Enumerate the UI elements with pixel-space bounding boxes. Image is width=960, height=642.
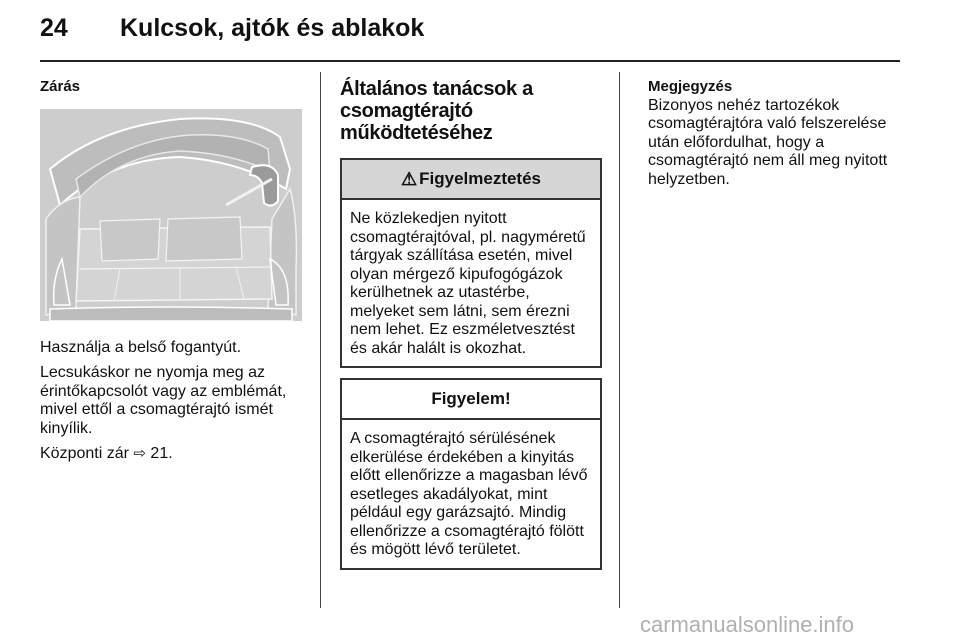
warning-header bbox=[342, 160, 600, 200]
column-divider-2 bbox=[619, 72, 620, 608]
column-left bbox=[40, 78, 302, 471]
caution-heading: Figyelem! bbox=[431, 388, 511, 408]
arrow-right-icon: ⇨ bbox=[133, 445, 146, 462]
caution-text: A csomagtérajtó sérülésének elkerülése érdekében a kinyitás előtt ellenőrizze a magasban lévő esetleges akadályokat, mint például egy garázsajtó. Mindig ellenőrizze a csomagtérajtó fölött és mögött lévő területet. bbox=[350, 430, 588, 558]
chapter-title: Kulcsok, ajtók és ablakok bbox=[120, 14, 425, 42]
column-right bbox=[648, 78, 908, 189]
note-text: Bizonyos nehéz tartozékok csomagtérajtóra való felszerelése után előfordulhat, hogy a csomagtérajtó nem áll meg nyitott helyzetben. bbox=[648, 96, 888, 188]
section-heading bbox=[340, 78, 602, 144]
warning-icon: ⚠ bbox=[400, 168, 418, 189]
warning-box bbox=[340, 158, 602, 368]
caution-box bbox=[340, 378, 602, 570]
column-divider-1 bbox=[320, 72, 321, 608]
tailgate-illustration bbox=[40, 109, 302, 321]
header-rule bbox=[40, 60, 900, 62]
xref-page: 21. bbox=[150, 445, 173, 462]
caution-header bbox=[342, 380, 600, 420]
heading-line-2: csomagtérajtó működtetéséhez bbox=[340, 100, 493, 144]
watermark: carmanualsonline.info bbox=[640, 612, 855, 637]
section-title: Zárás bbox=[40, 78, 81, 95]
page-number: 24 bbox=[40, 14, 68, 42]
paragraph-handle: Használja a belső fogantyút. bbox=[40, 338, 242, 356]
cross-reference[interactable] bbox=[40, 445, 302, 464]
xref-text: Központi zár bbox=[40, 445, 129, 462]
note-title: Megjegyzés bbox=[648, 78, 733, 95]
paragraph-closing: Lecsukáskor ne nyomja meg az érintőkapcsolót vagy az emblémát, mivel ettől a csomagtérajtó ismét kinyílik. bbox=[40, 364, 287, 437]
warning-heading: Figyelmeztetés bbox=[419, 168, 542, 188]
heading-line-1: Általános tanácsok a bbox=[340, 78, 533, 100]
column-middle bbox=[340, 78, 602, 580]
warning-text: Ne közlekedjen nyitott csomagtérajtóval, pl. nagyméretű tárgyak szállítása esetén, mivel olyan mérgező kipufogógázok kerülhetnek az utastérbe, melyeket sem látni, sem érezni nem lehet. Ez eszméletvesztést és akár halált is okozhat. bbox=[350, 210, 586, 357]
